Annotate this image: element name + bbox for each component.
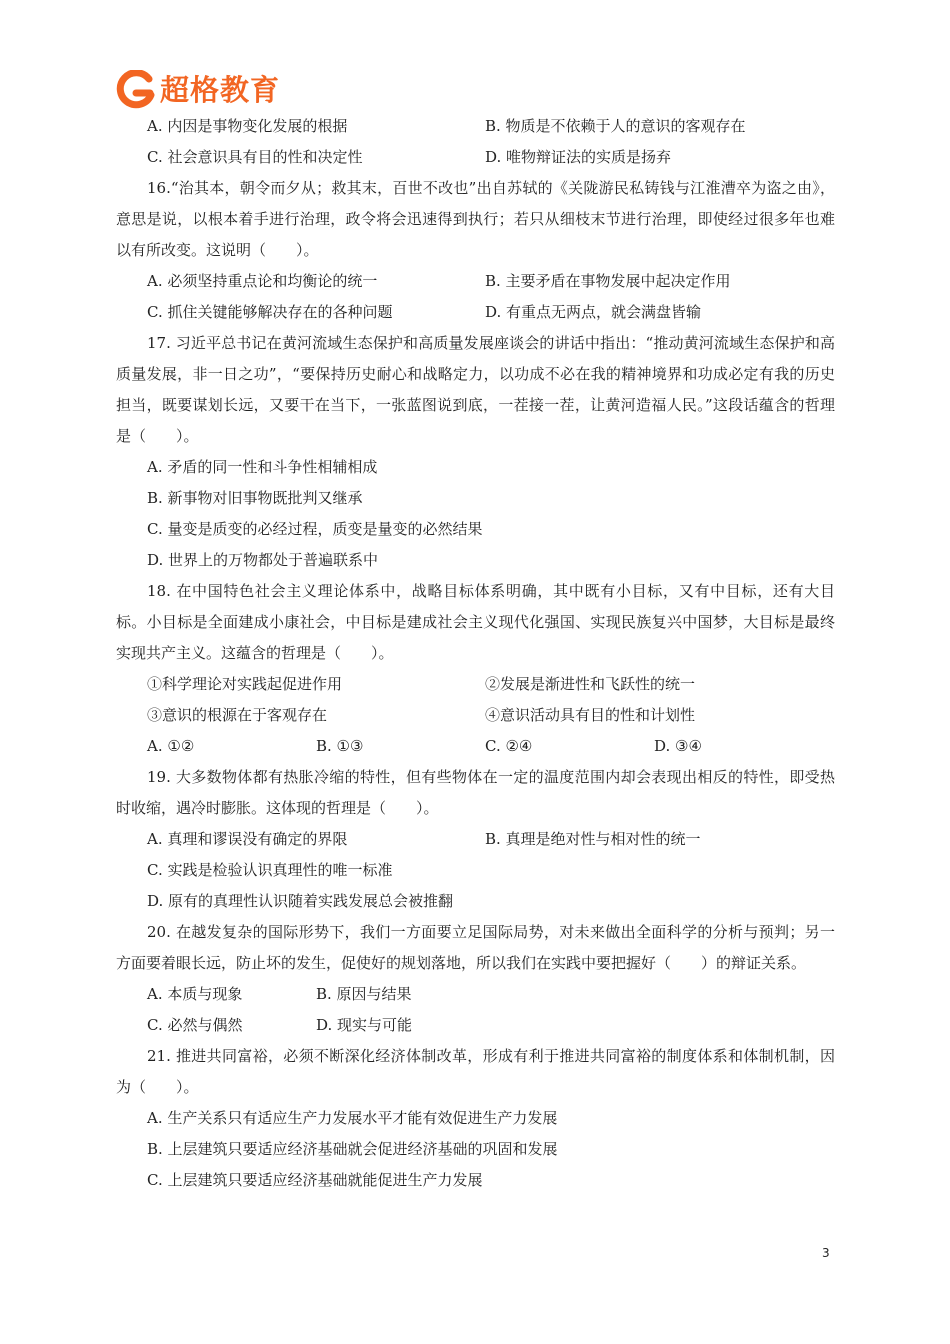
statements-row bbox=[116, 700, 835, 731]
question-21: 21. 推进共同富裕，必须不断深化经济体制改革，形成有利于推进共同富裕的制度体系和体制机制，因为（ ）。 bbox=[116, 1047, 835, 1096]
option-a: A. 必须坚持重点论和均衡论的统一 bbox=[147, 272, 378, 290]
statement-2: ②发展是渐进性和飞跃性的统一 bbox=[485, 675, 696, 693]
option-a: A. 矛盾的同一性和斗争性相辅相成 bbox=[147, 458, 378, 476]
statement-1: ①科学理论对实践起促进作用 bbox=[147, 675, 343, 693]
question-16: 16.“治其本，朝令而夕从；救其末，百世不改也”出自苏轼的《关陇游民私铸钱与江淮漕卒为盗之由》，意思是说，以根本着手进行治理，政令将会迅速得到执行；若只从细枝末节进行治理，即使经过很多年也难以有所改变。这说明（ ）。 bbox=[116, 179, 835, 259]
option-d: D. ③④ bbox=[654, 737, 702, 755]
statement-4: ④意识活动具有目的性和计划性 bbox=[485, 706, 696, 724]
option-d: D. 现实与可能 bbox=[316, 1016, 413, 1034]
brand-logo-icon bbox=[116, 70, 156, 110]
option-a: A. 内因是事物变化发展的根据 bbox=[147, 117, 348, 135]
option-b: B. 新事物对旧事物既批判又继承 bbox=[147, 489, 363, 507]
option-b: B. 真理是绝对性与相对性的统一 bbox=[485, 830, 701, 848]
question-18: 18. 在中国特色社会主义理论体系中，战略目标体系明确，其中既有小目标，又有中目标，还有大目标。小目标是全面建成小康社会，中目标是建成社会主义现代化强国、实现民族复兴中国梦，大目标是最终实现共产主义。这蕴含的哲理是（ ）。 bbox=[116, 582, 835, 662]
option-c: C. 上层建筑只要适应经济基础就能促进生产力发展 bbox=[147, 1171, 483, 1189]
option-d: D. 世界上的万物都处于普遍联系中 bbox=[147, 551, 379, 569]
option-b: B. 主要矛盾在事物发展中起决定作用 bbox=[485, 272, 731, 290]
option-d: D. 原有的真理性认识随着实践发展总会被推翻 bbox=[147, 892, 454, 910]
option-c: C. 抓住关键能够解决存在的各种问题 bbox=[147, 303, 393, 321]
options-row bbox=[116, 731, 835, 762]
option-c: C. ②④ bbox=[485, 737, 533, 755]
option-b: B. 上层建筑只要适应经济基础就会促进经济基础的巩固和发展 bbox=[147, 1140, 558, 1158]
question-19: 19. 大多数物体都有热胀冷缩的特性，但有些物体在一定的温度范围内却会表现出相反的特性，即受热时收缩，遇冷时膨胀。这体现的哲理是（ ）。 bbox=[116, 768, 835, 817]
option-c: C. 社会意识具有目的性和决定性 bbox=[147, 148, 363, 166]
option-a: A. ①② bbox=[147, 737, 195, 755]
option-a: A. 真理和谬误没有确定的界限 bbox=[147, 830, 348, 848]
option-c: C. 量变是质变的必经过程，质变是量变的必然结果 bbox=[147, 520, 483, 538]
brand-logo-text: 超格教育 bbox=[160, 73, 281, 107]
options-row bbox=[116, 266, 835, 297]
option-c: C. 实践是检验认识真理性的唯一标准 bbox=[147, 861, 393, 879]
option-c: C. 必然与偶然 bbox=[147, 1016, 243, 1034]
option-a: A. 生产关系只有适应生产力发展水平才能有效促进生产力发展 bbox=[147, 1109, 558, 1127]
option-a: A. 本质与现象 bbox=[147, 985, 243, 1003]
options-row bbox=[116, 297, 835, 328]
statement-3: ③意识的根源在于客观存在 bbox=[147, 706, 328, 724]
brand-logo bbox=[116, 68, 280, 112]
exam-content bbox=[116, 111, 835, 1196]
option-b: B. 物质是不依赖于人的意识的客观存在 bbox=[485, 117, 746, 135]
options-row bbox=[116, 142, 835, 173]
page-number: 3 bbox=[822, 1246, 830, 1260]
question-20: 20. 在越发复杂的国际形势下，我们一方面要立足国际局势，对未来做出全面科学的分析与预判；另一方面要着眼长远，防止坏的发生，促使好的规划落地，所以我们在实践中要把握好（ ）的辩证关系。 bbox=[116, 923, 835, 972]
options-row bbox=[116, 111, 835, 142]
options-row bbox=[116, 979, 835, 1010]
statements-row bbox=[116, 669, 835, 700]
options-row bbox=[116, 824, 835, 855]
question-17: 17. 习近平总书记在黄河流域生态保护和高质量发展座谈会的讲话中指出：“推动黄河流域生态保护和高质量发展，非一日之功”，“要保持历史耐心和战略定力，以功成不必在我的精神境界和功成必定有我的历史担当，既要谋划长远，又要干在当下，一张蓝图说到底，一茬接一茬，让黄河造福人民。”这段话蕴含的哲理是（ ）。 bbox=[116, 334, 835, 445]
option-b: B. ①③ bbox=[316, 737, 364, 755]
options-row bbox=[116, 1010, 835, 1041]
option-d: D. 有重点无两点，就会满盘皆输 bbox=[485, 303, 702, 321]
option-b: B. 原因与结果 bbox=[316, 985, 412, 1003]
option-d: D. 唯物辩证法的实质是扬弃 bbox=[485, 148, 672, 166]
